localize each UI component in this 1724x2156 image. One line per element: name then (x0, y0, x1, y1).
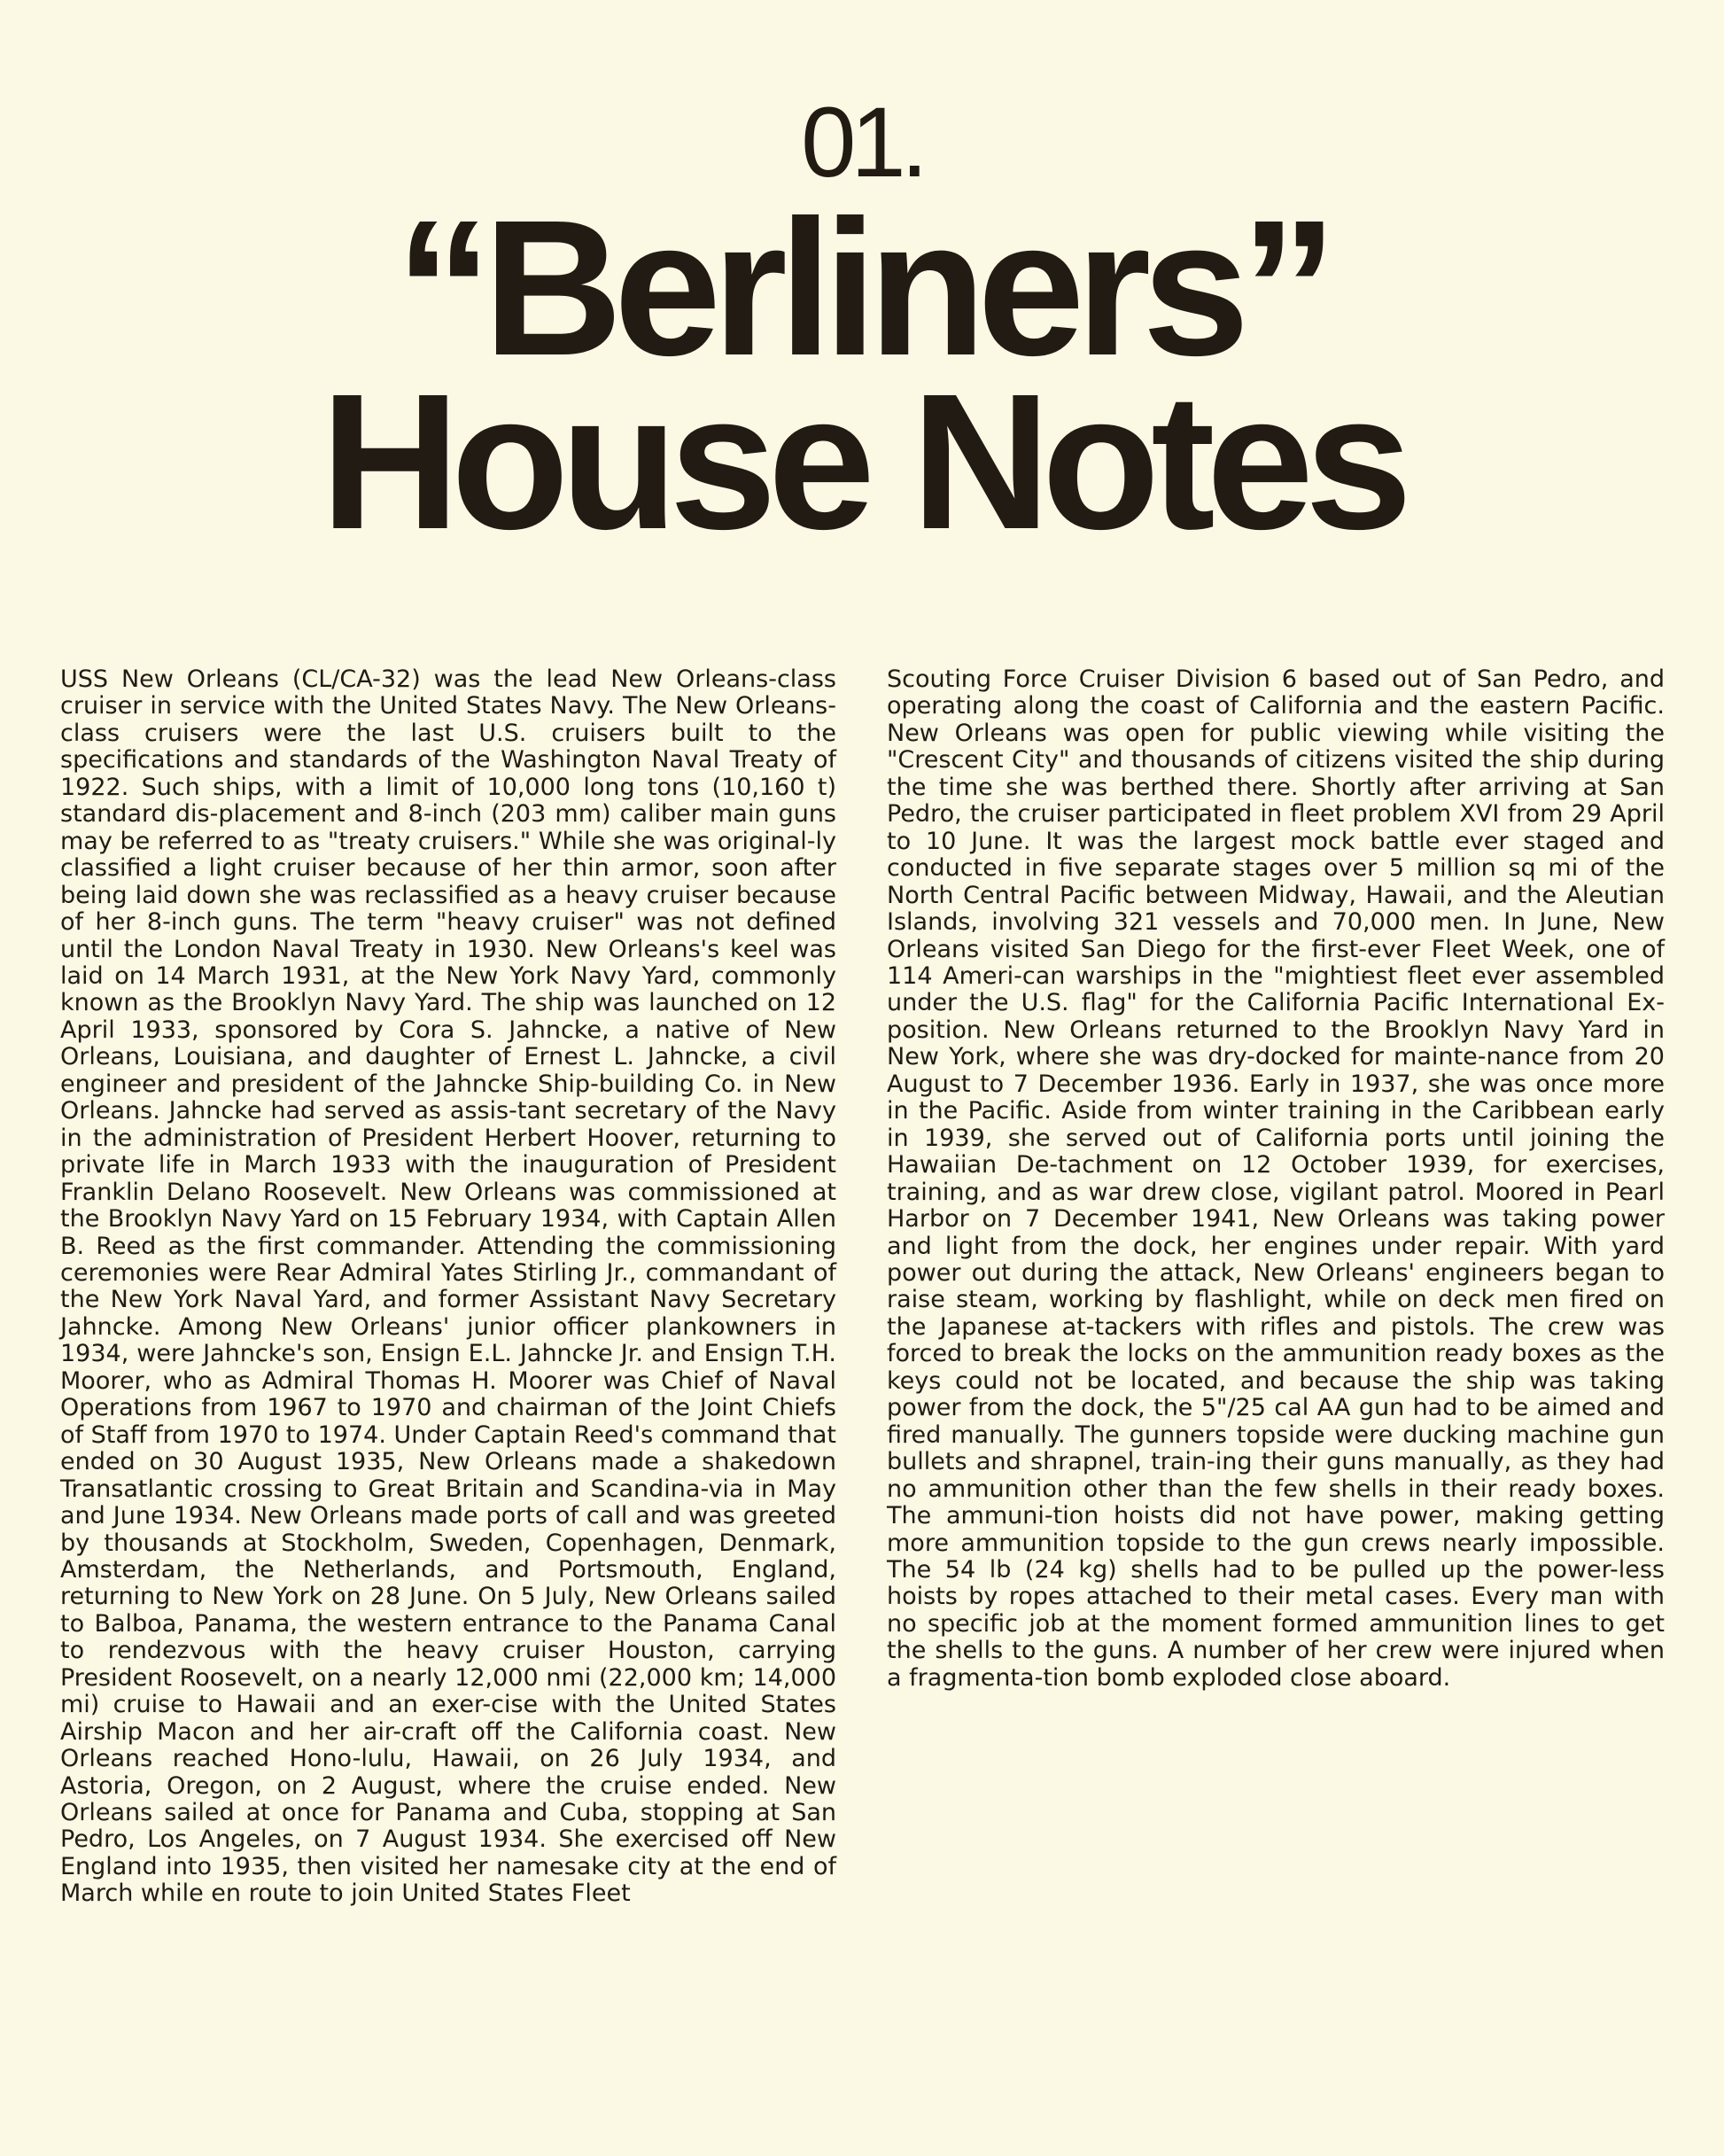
body-column-right: Scouting Force Cruiser Division 6 based out of San Pedro, and operating along the coast of California and the eastern Pacific. New Orleans was open for public viewing while visiting the "Crescent City" and thousands of citizens visited the ship during the time she was berthed there. Shortly after arriving at San Pedro, the cruiser participated in fleet problem XVI from 29 April to 10 June. It was the largest mock battle ever staged and conducted in five separate stages over 5 million sq mi of the North Central Pacific between Midway, Hawaii, and the Aleutian Islands, involving 321 vessels and 70,000 men. In June, New Orleans visited San Diego for the first-ever Fleet Week, one of 114 Ameri-can warships in the "mightiest fleet ever assembled under the U.S. flag" for the California Pacific International Ex-position. New Orleans returned to the Brooklyn Navy Yard in New York, where she was dry-docked for mainte-nance from 20 August to 7 December 1936. Early in 1937, she was once more in the Pacific. Aside from winter training in the Caribbean early in 1939, she served out of California ports until joining the Hawaiian De-tachment on 12 October 1939, for exercises, training, and as war drew close, vigilant patrol. Moored in Pearl Harbor on 7 December 1941, New Orleans was taking power and light from the dock, her engines under repair. With yard power out during the attack, New Orleans' engineers began to raise steam, working by flashlight, while on deck men fired on the Japanese at-tackers with rifles and pistols. The crew was forced to break the locks on the ammunition ready boxes as the keys could not be located, and because the ship was taking power from the dock, the 5"/25 cal AA gun had to be aimed and fired manually. The gunners topside were ducking machine gun bullets and shrapnel, train-ing their guns manually, as they had no ammunition other than the few shells in their ready boxes. The ammuni-tion hoists did not have power, making getting more ammunition topside to the gun crews nearly impossible. The 54 lb (24 kg) shells had to be pulled up the power-less hoists by ropes attached to their metal cases. Every man with no specific job at the moment formed ammunition lines to get the shells to the guns. A number of her crew were injured when a fragmenta-tion bomb exploded close aboard. (887, 665, 1665, 1692)
section-number: 01. (801, 87, 923, 198)
body-column-left: USS New Orleans (CL/CA-32) was the lead New Orleans-class cruiser in service with the United States Navy. The New Orleans-class cruisers were the last U.S. cruisers built to the specifications and standards of the Washington Naval Treaty of 1922. Such ships, with a limit of 10,000 long tons (10,160 t) standard dis-placement and 8-inch (203 mm) caliber main guns may be referred to as "treaty cruisers." While she was original-ly classified a light cruiser because of her thin armor, soon after being laid down she was reclassified as a heavy cruiser because of her 8-inch guns. The term "heavy cruiser" was not defined until the London Naval Treaty in 1930. New Orleans's keel was laid on 14 March 1931, at the New York Navy Yard, commonly known as the Brooklyn Navy Yard. The ship was launched on 12 April 1933, sponsored by Cora S. Jahncke, a native of New Orleans, Louisiana, and daughter of Ernest L. Jahncke, a civil engineer and president of the Jahncke Ship-building Co. in New Orleans. Jahncke had served as assis-tant secretary of the Navy in the administration of President Herbert Hoover, returning to private life in March 1933 with the inauguration of President Franklin Delano Roosevelt. New Orleans was commissioned at the Brooklyn Navy Yard on 15 February 1934, with Captain Allen B. Reed as the first commander. Attending the commissioning ceremonies were Rear Admiral Yates Stirling Jr., commandant of the New York Naval Yard, and former Assistant Navy Secretary Jahncke. Among New Orleans' junior officer plankowners in 1934, were Jahncke's son, Ensign E.L. Jahncke Jr. and Ensign T.H. Moorer, who as Admiral Thomas H. Moorer was Chief of Naval Operations from 1967 to 1970 and chairman of the Joint Chiefs of Staff from 1970 to 1974. Under Captain Reed's command that ended on 30 August 1935, New Orleans made a shakedown Transatlantic crossing to Great Britain and Scandina-via in May and June 1934. New Orleans made ports of call and was greeted by thousands at Stockholm, Sweden, Copenhagen, Denmark, Amsterdam, the Netherlands, and Portsmouth, England, returning to New York on 28 June. On 5 July, New Orleans sailed to Balboa, Panama, the western entrance to the Panama Canal to rendezvous with the heavy cruiser Houston, carrying President Roosevelt, on a nearly 12,000 nmi (22,000 km; 14,000 mi) cruise to Hawaii and an exer-cise with the United States Airship Macon and her air-craft off the California coast. New Orleans reached Hono-lulu, Hawaii, on 26 July 1934, and Astoria, Oregon, on 2 August, where the cruise ended. New Orleans sailed at once for Panama and Cuba, stopping at San Pedro, Los Angeles, on 7 August 1934. She exercised off New England into 1935, then visited her namesake city at the end of March while en route to join United States Fleet (60, 665, 836, 1908)
page-title (0, 181, 1724, 570)
title-line-1: “Berliners” (395, 181, 1329, 396)
title-line-2: House Notes (320, 354, 1404, 570)
